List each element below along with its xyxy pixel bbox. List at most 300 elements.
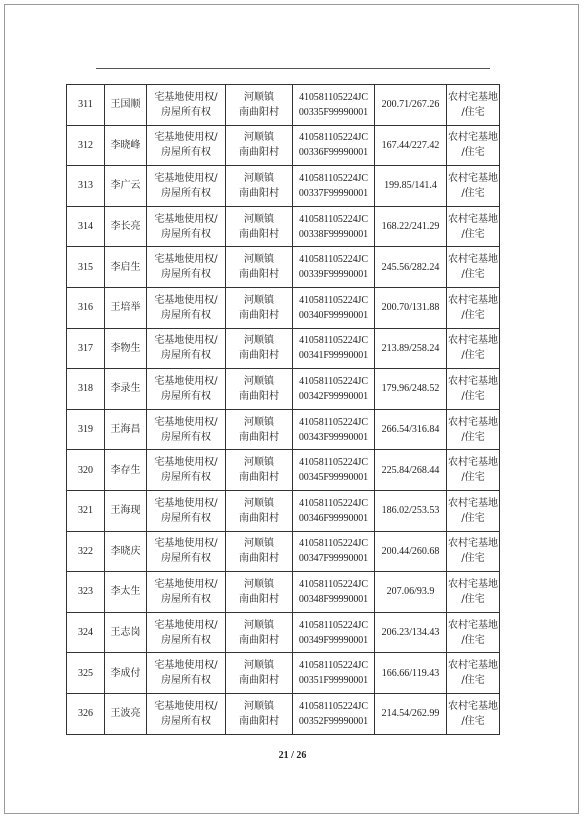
cell-area-line: 206.23/134.43 (381, 627, 440, 639)
cell-area-line: 245.56/282.24 (381, 261, 440, 273)
cell-right-type (147, 531, 226, 572)
cell-right-type-line: 宅基地使用权/ (154, 578, 218, 590)
cell-unit-code-line: 410581105224JC (299, 91, 368, 103)
table-row (67, 612, 500, 653)
cell-owner-name-line: 李晓庆 (110, 545, 141, 557)
cell-location (226, 653, 293, 694)
cell-usage-line: /住宅 (461, 634, 485, 646)
cell-area (375, 409, 447, 450)
cell-owner-name (105, 166, 147, 207)
cell-unit-code-line: 00351F99990001 (298, 675, 369, 687)
cell-unit-code-line: 00346F99990001 (298, 512, 369, 524)
cell-number (67, 328, 105, 369)
cell-usage-line: 农村宅基地 (448, 416, 498, 428)
cell-owner-name (105, 85, 147, 126)
cell-area-line: 168.22/241.29 (381, 221, 440, 233)
cell-usage-line: /住宅 (461, 106, 485, 118)
cell-number (67, 85, 105, 126)
cell-unit-code-line: 00335F99990001 (298, 106, 369, 118)
cell-area-line: 199.85/141.4 (384, 180, 437, 192)
cell-owner-name (105, 206, 147, 247)
cell-location-line: 河顺镇 (244, 619, 274, 631)
cell-unit-code-line: 410581105224JC (299, 497, 368, 509)
cell-right-type-line: 房屋所有权 (161, 147, 211, 159)
cell-right-type-line: 宅基地使用权/ (154, 660, 218, 672)
cell-unit-code-line: 00340F99990001 (298, 309, 369, 321)
cell-right-type-line: 宅基地使用权/ (154, 619, 218, 631)
cell-number (67, 247, 105, 288)
cell-location (226, 369, 293, 410)
cell-unit-code-line: 410581105224JC (299, 335, 368, 347)
cell-usage-line: /住宅 (461, 228, 485, 240)
cell-unit-code (293, 125, 375, 166)
cell-number-line: 317 (78, 342, 93, 354)
cell-owner-name (105, 287, 147, 328)
cell-number-line: 320 (78, 464, 93, 476)
cell-number (67, 166, 105, 207)
cell-unit-code (293, 693, 375, 734)
cell-usage-line: 农村宅基地 (448, 578, 498, 590)
cell-right-type (147, 693, 226, 734)
cell-area (375, 166, 447, 207)
cell-number-line: 313 (78, 180, 93, 192)
cell-right-type (147, 369, 226, 410)
cell-location-line: 河顺镇 (244, 213, 274, 225)
cell-usage-line: /住宅 (461, 350, 485, 362)
cell-number-line: 314 (78, 221, 93, 233)
cell-location-line: 河顺镇 (244, 375, 274, 387)
cell-unit-code (293, 328, 375, 369)
cell-location-line: 河顺镇 (244, 335, 274, 347)
cell-usage-line: /住宅 (461, 269, 485, 281)
cell-usage-line: /住宅 (461, 431, 485, 443)
cell-unit-code (293, 287, 375, 328)
cell-usage (447, 287, 500, 328)
cell-area-line: 200.71/267.26 (381, 99, 440, 111)
cell-owner-name-line: 李太生 (110, 586, 141, 598)
cell-usage (447, 328, 500, 369)
cell-owner-name (105, 450, 147, 491)
cell-number-line: 321 (78, 505, 93, 517)
cell-right-type-line: 房屋所有权 (161, 309, 211, 321)
cell-location-line: 河顺镇 (244, 132, 274, 144)
cell-right-type (147, 166, 226, 207)
cell-right-type-line: 宅基地使用权/ (154, 497, 218, 509)
cell-owner-name-line: 王志岗 (110, 627, 141, 639)
cell-usage (447, 612, 500, 653)
cell-usage-line: 农村宅基地 (448, 294, 498, 306)
cell-unit-code (293, 612, 375, 653)
cell-unit-code-line: 00339F99990001 (298, 269, 369, 281)
header-rule (96, 68, 490, 69)
cell-right-type (147, 85, 226, 126)
table-row (67, 693, 500, 734)
cell-unit-code-line: 00342F99990001 (298, 390, 369, 402)
cell-number-line: 322 (78, 545, 93, 557)
cell-area (375, 206, 447, 247)
cell-number (67, 653, 105, 694)
cell-location-line: 南曲阳村 (239, 715, 279, 727)
cell-usage-line: 农村宅基地 (448, 619, 498, 631)
cell-right-type-line: 宅基地使用权/ (154, 294, 218, 306)
table-row (67, 85, 500, 126)
cell-number-line: 315 (78, 261, 93, 273)
cell-number-line: 312 (78, 139, 93, 151)
cell-number-line: 324 (78, 627, 93, 639)
cell-location (226, 125, 293, 166)
cell-area-line: 179.96/248.52 (381, 383, 440, 395)
cell-owner-name-line: 王海现 (110, 505, 141, 517)
cell-unit-code (293, 247, 375, 288)
cell-right-type-line: 房屋所有权 (161, 593, 211, 605)
cell-number-line: 323 (78, 586, 93, 598)
cell-location-line: 南曲阳村 (239, 269, 279, 281)
cell-number (67, 287, 105, 328)
cell-usage (447, 490, 500, 531)
cell-unit-code (293, 572, 375, 613)
cell-owner-name-line: 王波亮 (110, 708, 141, 720)
cell-owner-name-line: 李广云 (110, 180, 141, 192)
cell-number (67, 531, 105, 572)
cell-unit-code-line: 410581105224JC (299, 132, 368, 144)
cell-right-type-line: 房屋所有权 (161, 390, 211, 402)
cell-number-line: 311 (78, 99, 93, 111)
cell-usage-line: /住宅 (461, 472, 485, 484)
cell-right-type (147, 572, 226, 613)
cell-usage-line: 农村宅基地 (448, 213, 498, 225)
cell-right-type-line: 宅基地使用权/ (154, 700, 218, 712)
cell-location (226, 206, 293, 247)
cell-location (226, 531, 293, 572)
cell-right-type-line: 房屋所有权 (161, 431, 211, 443)
cell-location-line: 河顺镇 (244, 700, 274, 712)
cell-location-line: 南曲阳村 (239, 106, 279, 118)
cell-unit-code (293, 166, 375, 207)
cell-usage-line: /住宅 (461, 675, 485, 687)
cell-area (375, 612, 447, 653)
cell-usage-line: 农村宅基地 (448, 335, 498, 347)
cell-area (375, 85, 447, 126)
cell-usage-line: 农村宅基地 (448, 660, 498, 672)
cell-unit-code-line: 410581105224JC (299, 538, 368, 550)
cell-usage-line: /住宅 (461, 309, 485, 321)
cell-usage-line: /住宅 (461, 593, 485, 605)
cell-usage (447, 653, 500, 694)
table-row (67, 247, 500, 288)
cell-usage (447, 450, 500, 491)
cell-owner-name-line: 李存生 (110, 464, 141, 476)
cell-owner-name (105, 125, 147, 166)
cell-number (67, 693, 105, 734)
cell-right-type-line: 宅基地使用权/ (154, 91, 218, 103)
cell-right-type-line: 房屋所有权 (161, 553, 211, 565)
cell-right-type-line: 房屋所有权 (161, 634, 211, 646)
cell-right-type (147, 409, 226, 450)
cell-right-type-line: 房屋所有权 (161, 187, 211, 199)
cell-owner-name-line: 李启生 (110, 261, 141, 273)
cell-location (226, 409, 293, 450)
cell-number (67, 450, 105, 491)
cell-owner-name-line: 李物生 (110, 342, 141, 354)
cell-number (67, 369, 105, 410)
cell-unit-code-line: 410581105224JC (299, 254, 368, 266)
cell-number-line: 326 (78, 708, 93, 720)
cell-right-type-line: 宅基地使用权/ (154, 538, 218, 550)
cell-unit-code-line: 410581105224JC (299, 700, 368, 712)
table-row (67, 572, 500, 613)
cell-usage-line: /住宅 (461, 715, 485, 727)
cell-unit-code (293, 653, 375, 694)
cell-area-line: 200.44/260.68 (381, 545, 440, 557)
cell-right-type-line: 房屋所有权 (161, 472, 211, 484)
cell-location-line: 南曲阳村 (239, 228, 279, 240)
cell-number-line: 318 (78, 383, 93, 395)
cell-usage-line: 农村宅基地 (448, 497, 498, 509)
cell-right-type-line: 宅基地使用权/ (154, 172, 218, 184)
cell-location-line: 河顺镇 (244, 578, 274, 590)
cell-right-type-line: 房屋所有权 (161, 675, 211, 687)
cell-location-line: 河顺镇 (244, 457, 274, 469)
cell-right-type (147, 247, 226, 288)
cell-owner-name (105, 612, 147, 653)
cell-unit-code (293, 206, 375, 247)
cell-owner-name (105, 369, 147, 410)
cell-location (226, 490, 293, 531)
cell-area-line: 200.70/131.88 (381, 302, 440, 314)
cell-right-type (147, 328, 226, 369)
cell-owner-name (105, 247, 147, 288)
cell-usage (447, 247, 500, 288)
cell-area-line: 166.66/119.43 (381, 667, 440, 679)
cell-location-line: 南曲阳村 (239, 593, 279, 605)
cell-area-line: 167.44/227.42 (381, 139, 440, 151)
cell-usage (447, 572, 500, 613)
cell-area (375, 531, 447, 572)
cell-location-line: 南曲阳村 (239, 187, 279, 199)
cell-right-type (147, 490, 226, 531)
cell-right-type-line: 房屋所有权 (161, 715, 211, 727)
cell-unit-code (293, 450, 375, 491)
cell-owner-name-line: 王海昌 (110, 424, 141, 436)
cell-location (226, 612, 293, 653)
table-row (67, 653, 500, 694)
cell-unit-code-line: 410581105224JC (299, 660, 368, 672)
cell-usage-line: /住宅 (461, 512, 485, 524)
table-row (67, 125, 500, 166)
cell-unit-code-line: 00347F99990001 (298, 553, 369, 565)
cell-usage-line: 农村宅基地 (448, 375, 498, 387)
cell-location-line: 南曲阳村 (239, 350, 279, 362)
cell-location-line: 南曲阳村 (239, 309, 279, 321)
cell-location-line: 河顺镇 (244, 416, 274, 428)
cell-owner-name (105, 328, 147, 369)
cell-right-type-line: 宅基地使用权/ (154, 375, 218, 387)
cell-location (226, 287, 293, 328)
cell-area-line: 213.89/258.24 (381, 342, 440, 354)
cell-area (375, 369, 447, 410)
table-row (67, 490, 500, 531)
cell-location-line: 南曲阳村 (239, 675, 279, 687)
cell-right-type (147, 653, 226, 694)
table-row (67, 206, 500, 247)
cell-unit-code-line: 410581105224JC (299, 213, 368, 225)
cell-location (226, 693, 293, 734)
cell-number (67, 206, 105, 247)
cell-area (375, 287, 447, 328)
cell-owner-name-line: 王国顺 (110, 99, 141, 111)
cell-usage-line: 农村宅基地 (448, 91, 498, 103)
cell-location (226, 85, 293, 126)
cell-usage-line: 农村宅基地 (448, 700, 498, 712)
cell-area-line: 214.54/262.99 (381, 708, 440, 720)
cell-location (226, 247, 293, 288)
cell-unit-code-line: 00343F99990001 (298, 431, 369, 443)
table-row (67, 409, 500, 450)
cell-unit-code-line: 410581105224JC (299, 294, 368, 306)
cell-usage-line: /住宅 (461, 187, 485, 199)
cell-area-line: 207.06/93.9 (386, 586, 435, 598)
cell-usage (447, 693, 500, 734)
cell-right-type-line: 宅基地使用权/ (154, 254, 218, 266)
cell-right-type (147, 287, 226, 328)
cell-area (375, 490, 447, 531)
cell-area (375, 328, 447, 369)
table-row (67, 531, 500, 572)
table-row (67, 166, 500, 207)
page-number: 21 / 26 (278, 750, 307, 761)
cell-usage-line: /住宅 (461, 553, 485, 565)
cell-number-line: 319 (78, 424, 93, 436)
cell-usage-line: 农村宅基地 (448, 538, 498, 550)
cell-owner-name-line: 王培举 (110, 302, 141, 314)
table-row (67, 328, 500, 369)
cell-unit-code (293, 409, 375, 450)
table-row (67, 369, 500, 410)
cell-owner-name-line: 李长亮 (110, 221, 141, 233)
cell-unit-code-line: 410581105224JC (299, 457, 368, 469)
cell-unit-code (293, 531, 375, 572)
cell-right-type-line: 宅基地使用权/ (154, 335, 218, 347)
cell-location-line: 河顺镇 (244, 497, 274, 509)
cell-area (375, 450, 447, 491)
cell-location (226, 166, 293, 207)
cell-location-line: 河顺镇 (244, 660, 274, 672)
table-row (67, 450, 500, 491)
cell-right-type-line: 房屋所有权 (161, 106, 211, 118)
cell-owner-name-line: 李晓峰 (110, 139, 141, 151)
cell-right-type-line: 宅基地使用权/ (154, 416, 218, 428)
cell-right-type-line: 房屋所有权 (161, 350, 211, 362)
cell-owner-name (105, 572, 147, 613)
cell-usage (447, 206, 500, 247)
cell-owner-name (105, 409, 147, 450)
cell-unit-code-line: 410581105224JC (299, 578, 368, 590)
cell-owner-name-line: 李录生 (110, 383, 141, 395)
cell-right-type (147, 206, 226, 247)
cell-number-line: 316 (78, 302, 93, 314)
cell-owner-name-line: 李成付 (110, 667, 141, 679)
table-row (67, 287, 500, 328)
cell-right-type-line: 房屋所有权 (161, 512, 211, 524)
cell-usage (447, 85, 500, 126)
cell-area-line: 225.84/268.44 (381, 464, 440, 476)
cell-location-line: 南曲阳村 (239, 472, 279, 484)
cell-usage-line: /住宅 (461, 147, 485, 159)
cell-area (375, 247, 447, 288)
cell-unit-code (293, 490, 375, 531)
cell-usage-line: 农村宅基地 (448, 254, 498, 266)
cell-location-line: 河顺镇 (244, 91, 274, 103)
cell-location-line: 河顺镇 (244, 172, 274, 184)
cell-unit-code-line: 00349F99990001 (298, 634, 369, 646)
cell-unit-code-line: 00348F99990001 (298, 593, 369, 605)
cell-location-line: 河顺镇 (244, 538, 274, 550)
cell-number-line: 325 (78, 667, 93, 679)
cell-unit-code-line: 410581105224JC (299, 375, 368, 387)
cell-unit-code-line: 00338F99990001 (298, 228, 369, 240)
records-table (66, 84, 500, 735)
cell-location-line: 南曲阳村 (239, 553, 279, 565)
cell-unit-code-line: 00345F99990001 (298, 472, 369, 484)
cell-area-line: 186.02/253.53 (381, 505, 440, 517)
cell-area (375, 653, 447, 694)
cell-unit-code-line: 00341F99990001 (298, 350, 369, 362)
cell-area-line: 266.54/316.84 (381, 424, 440, 436)
cell-usage-line: /住宅 (461, 390, 485, 402)
cell-usage (447, 369, 500, 410)
cell-location-line: 南曲阳村 (239, 634, 279, 646)
cell-unit-code (293, 85, 375, 126)
cell-usage (447, 531, 500, 572)
cell-unit-code-line: 00336F99990001 (298, 147, 369, 159)
cell-number (67, 612, 105, 653)
cell-location-line: 南曲阳村 (239, 431, 279, 443)
cell-usage (447, 166, 500, 207)
cell-number (67, 125, 105, 166)
cell-unit-code-line: 410581105224JC (299, 172, 368, 184)
cell-right-type (147, 125, 226, 166)
cell-unit-code-line: 00337F99990001 (298, 187, 369, 199)
cell-usage-line: 农村宅基地 (448, 172, 498, 184)
cell-location-line: 河顺镇 (244, 254, 274, 266)
cell-number (67, 490, 105, 531)
cell-location-line: 南曲阳村 (239, 147, 279, 159)
cell-usage-line: 农村宅基地 (448, 132, 498, 144)
cell-location-line: 南曲阳村 (239, 512, 279, 524)
cell-owner-name (105, 693, 147, 734)
cell-usage-line: 农村宅基地 (448, 457, 498, 469)
cell-number (67, 572, 105, 613)
cell-location (226, 572, 293, 613)
cell-right-type-line: 宅基地使用权/ (154, 213, 218, 225)
cell-location (226, 450, 293, 491)
cell-unit-code (293, 369, 375, 410)
cell-right-type-line: 房屋所有权 (161, 269, 211, 281)
cell-number (67, 409, 105, 450)
cell-right-type-line: 宅基地使用权/ (154, 457, 218, 469)
cell-usage (447, 125, 500, 166)
cell-location-line: 河顺镇 (244, 294, 274, 306)
cell-area (375, 693, 447, 734)
cell-right-type (147, 612, 226, 653)
cell-usage (447, 409, 500, 450)
cell-unit-code-line: 410581105224JC (299, 619, 368, 631)
cell-owner-name (105, 653, 147, 694)
cell-unit-code-line: 410581105224JC (299, 416, 368, 428)
cell-owner-name (105, 490, 147, 531)
cell-right-type-line: 房屋所有权 (161, 228, 211, 240)
cell-area (375, 572, 447, 613)
